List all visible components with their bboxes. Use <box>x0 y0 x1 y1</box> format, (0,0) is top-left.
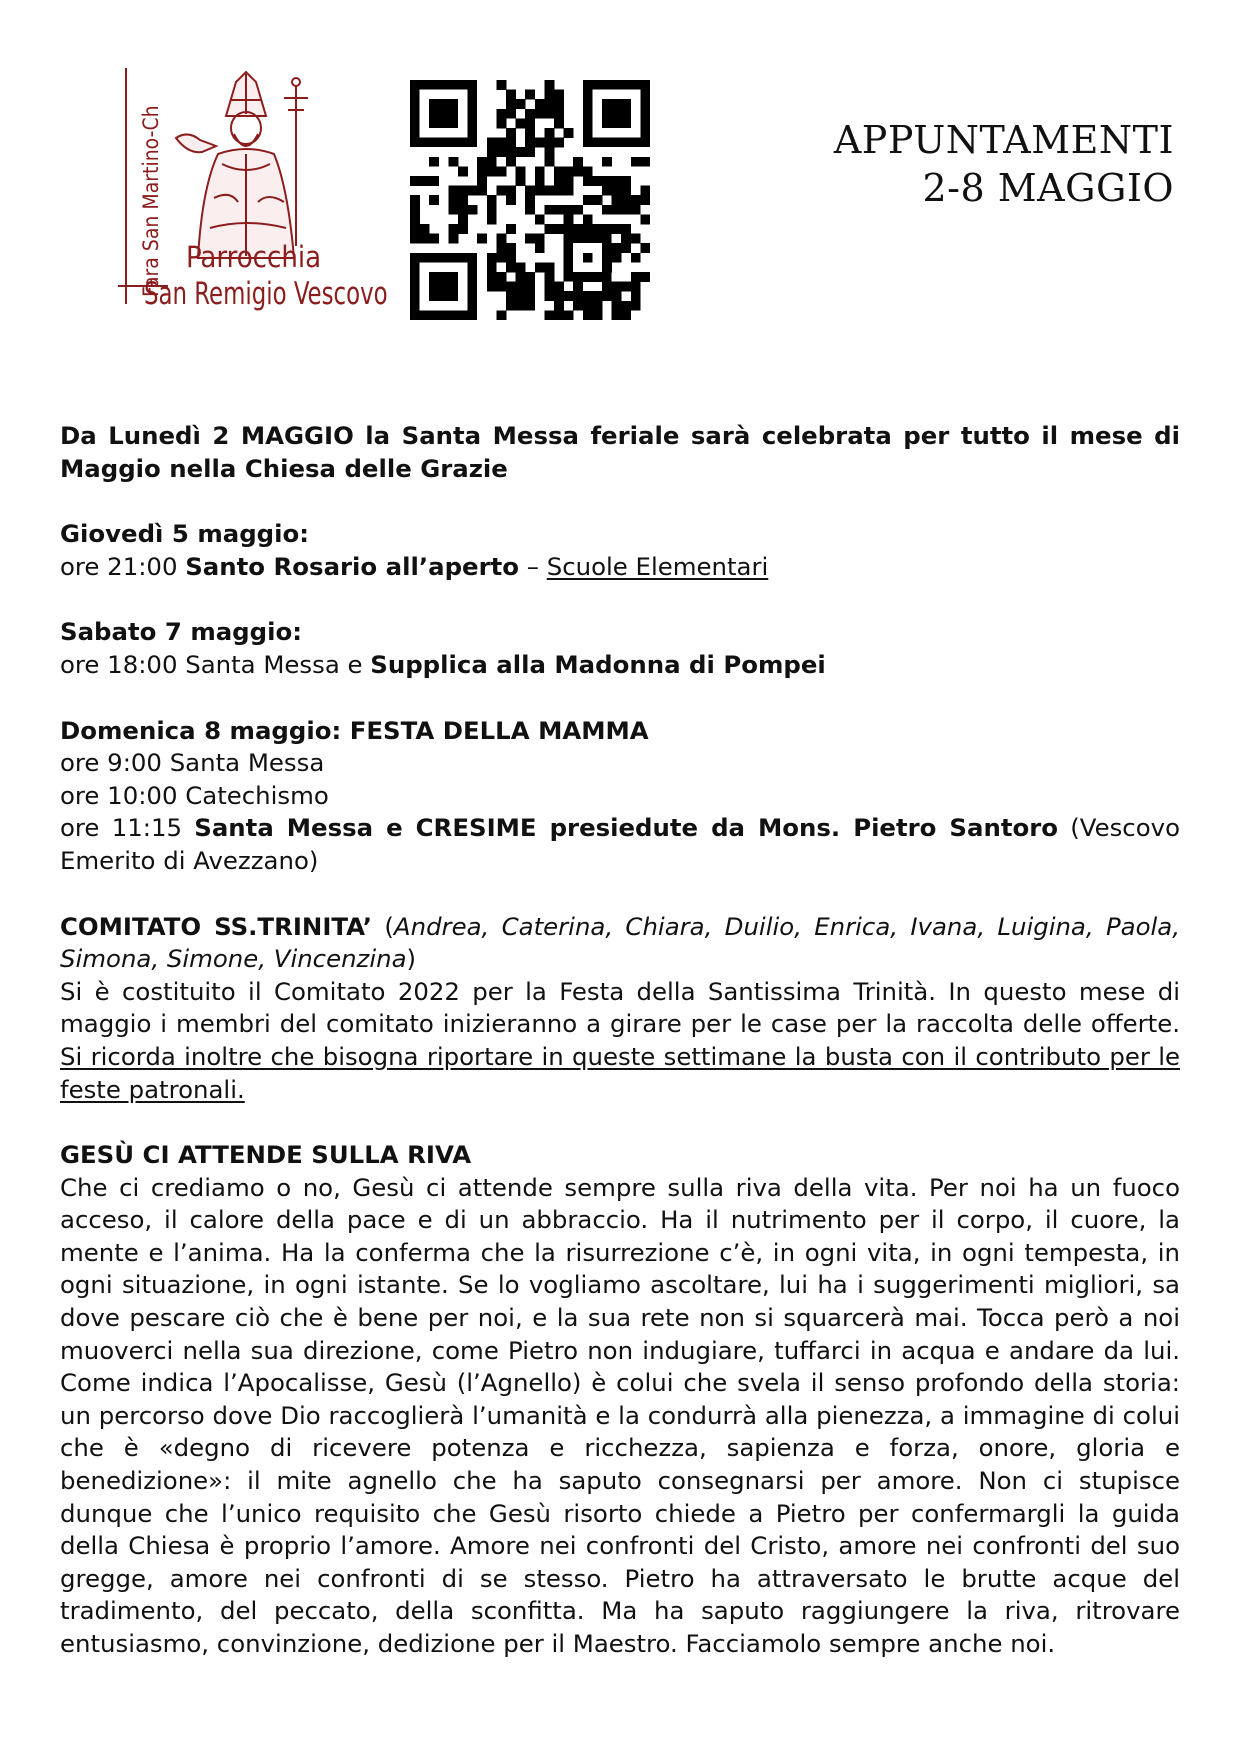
event-time: ore 21:00 <box>60 551 186 581</box>
event-domenica <box>60 715 1180 878</box>
event-dash: – <box>519 551 547 581</box>
event-sabato <box>60 616 1180 681</box>
committee-text: Si è costituito il Comitato 2022 per la Festa della Santissima Trinità. In questo mese di maggio i membri del comitato inizieranno a girare per le case per la raccolta delle offerte. <box>60 976 1180 1039</box>
event-place: Scuole Elementari <box>546 551 769 581</box>
committee-members: Andrea, Caterina, Chiara, Duilio, Enrica, Ivana, Luigina, Paola, Simona, Simone, Vincenzina <box>60 911 1181 974</box>
event-line: ore 10:00 Catechismo <box>60 780 329 810</box>
qr-code-icon[interactable] <box>410 80 650 320</box>
event-heading: Sabato 7 maggio: <box>60 617 302 647</box>
section-heading: COMITATO SS.TRINITA’ <box>60 911 373 941</box>
paren-close: ) <box>406 944 417 974</box>
event-note: (Vescovo Emerito di Avezzano) <box>60 813 1180 875</box>
event-heading: Domenica 8 maggio: FESTA DELLA MAMMA <box>60 715 649 745</box>
section-heading: GESÙ CI ATTENDE SULLA RIVA <box>60 1140 472 1170</box>
event-giovedi <box>60 518 1180 583</box>
logo-location-text: Fara San Martino-Ch <box>139 105 163 297</box>
event-title: Supplica alla Madonna di Pompei <box>370 649 826 679</box>
title-line-1: APPUNTAMENTI <box>833 118 1174 162</box>
page-title <box>834 116 1174 212</box>
bulletin-content <box>60 420 1180 1661</box>
reflection-section <box>60 1139 1180 1661</box>
reflection-text: Che ci crediamo o no, Gesù ci attende sempre sulla riva della vita. Per noi ha un fuoco acceso, il calore della pace e di un abbraccio. Ha il nutrimento per il corpo, il cuore, la mente e l’anima. Ha la conferma che la risurrezione c’è, in ogni vita, in ogni tempesta, in ogni situazione, in ogni istante. Se lo vogliamo ascoltare, lui ha i suggerimenti migliori, sa dove pescare ciò che è bene per noi, e la sua rete non si squarcerà mai. Tocca però a noi muoverci nella sua direzione, come Pietro non indugiare, tuffarci in acqua e andare da lui. Come indica l’Apocalisse, Gesù (l’Agnello) è colui che svela il senso profondo della storia: un percorso dove Dio raccoglierà l’umanità e la condurrà alla pienezza, a immagine di colui che è «degno di ricevere potenza e ricchezza, sapienza e forza, onore, gloria e benedizione»: il mite agnello che ha saputo consegnarsi per amore. Non ci stupisce dunque che l’unico requisito che Gesù risorto chiede a Pietro per confermargli la guida della Chiesa è proprio l’amore. Amore nei confronti del Cristo, amore nei confronti del suo gregge, amore nei confronti di se stesso. Pietro ha attraversato le brutte acque del tradimento, del peccato, della sconfitta. Ma ha saputo raggiungere la riva, ritrovare entusiasmo, convinzione, dedizione per il Maestro. Facciamolo sempre anche noi. <box>60 1172 1180 1658</box>
intro-announcement: Da Lunedì 2 MAGGIO la Santa Messa feriale sarà celebrata per tutto il mese di Maggio nella Chiesa delle Grazie <box>60 421 1180 483</box>
logo-parrocchia-text: Parrocchia <box>186 240 322 274</box>
paren-open: ( <box>372 911 394 941</box>
event-heading: Giovedì 5 maggio: <box>60 519 310 549</box>
comitato-section <box>60 911 1180 1107</box>
event-line: ore 9:00 Santa Messa <box>60 748 325 778</box>
event-time: ore 18:00 Santa Messa e <box>60 649 371 679</box>
title-line-2: 2-8 MAGGIO <box>922 166 1174 210</box>
event-time: ore 11:15 <box>60 813 195 843</box>
committee-reminder: Si ricorda inoltre che bisogna riportare in queste settimane la busta con il contributo per le feste patronali. <box>60 1041 1180 1104</box>
event-title: Santa Messa e CRESIME presiedute da Mons. Pietro Santoro <box>194 813 1059 843</box>
logo-parish-name: San Remigio Vescovo <box>144 276 388 312</box>
parish-logo <box>118 68 388 340</box>
event-title: Santo Rosario all’aperto <box>185 551 520 581</box>
